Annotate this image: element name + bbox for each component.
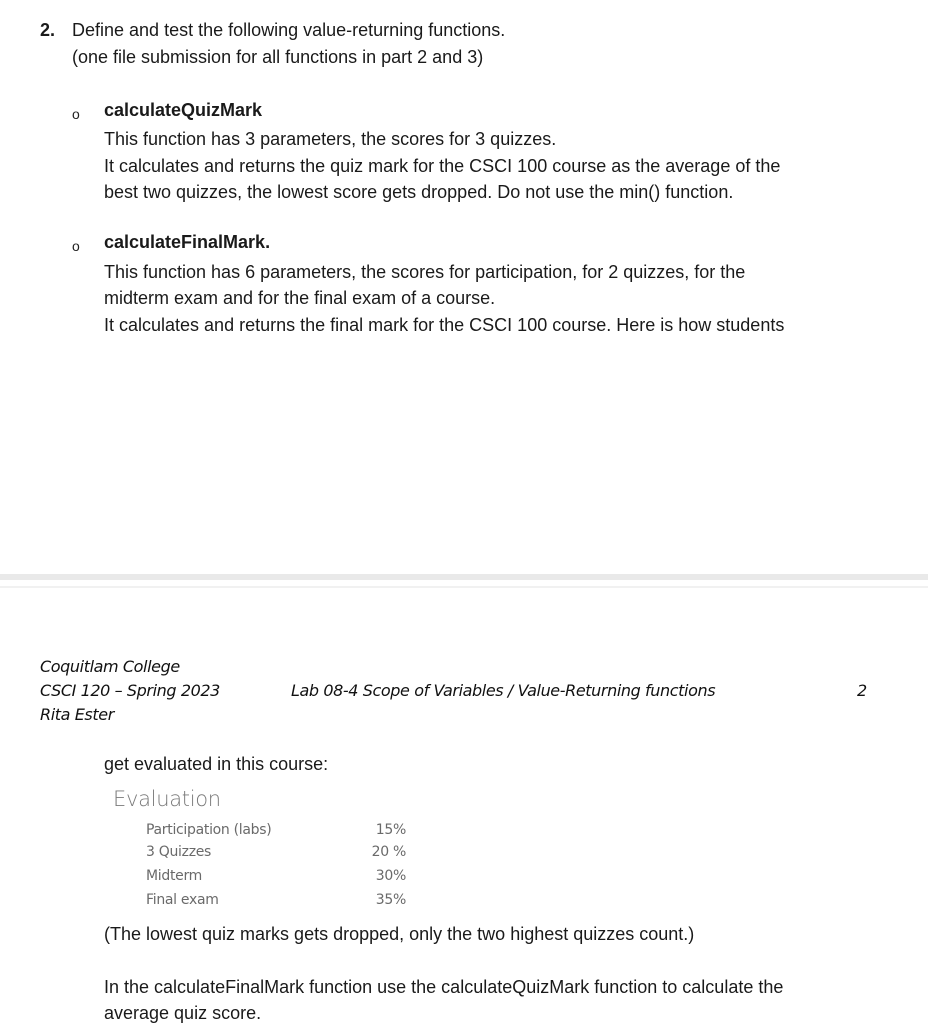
bullet-icon: o	[72, 106, 80, 122]
header-lab-title: Lab 08-4 Scope of Variables / Value-Returning functions	[291, 681, 716, 700]
page-break	[0, 574, 928, 580]
function-name-quiz: calculateQuizMark	[104, 100, 263, 120]
closing-line: average quiz score.	[104, 1003, 262, 1023]
function-desc-line: It calculates and returns the quiz mark for the CSCI 100 course as the average of the	[104, 156, 781, 176]
evaluation-value: 20 %	[371, 844, 406, 860]
evaluation-label: Participation (labs)	[146, 822, 272, 838]
question-number: 2.	[40, 20, 56, 40]
header-college: Coquitlam College	[40, 657, 180, 676]
function-desc-line: This function has 3 parameters, the scores for 3 quizzes.	[104, 129, 557, 149]
function-desc-line: It calculates and returns the final mark for the CSCI 100 course. Here is how students	[104, 315, 785, 335]
evaluation-title: Evaluation	[113, 787, 221, 811]
question-instruction: Define and test the following value-returning functions.	[72, 20, 506, 40]
evaluation-label: 3 Quizzes	[146, 844, 212, 860]
function-desc-line: best two quizzes, the lowest score gets dropped. Do not use the min() function.	[104, 182, 734, 202]
function-desc-line: midterm exam and for the final exam of a course.	[104, 288, 496, 308]
quiz-drop-note: (The lowest quiz marks gets dropped, only the two highest quizzes count.)	[104, 924, 695, 944]
page-break-shadow	[0, 586, 928, 588]
evaluation-label: Final exam	[146, 892, 219, 908]
header-course: CSCI 120 – Spring 2023	[40, 681, 220, 700]
bullet-icon: o	[72, 238, 80, 254]
function-name-final: calculateFinalMark.	[104, 232, 271, 252]
closing-line: In the calculateFinalMark function use the calculateQuizMark function to calculate the	[104, 977, 784, 997]
continuation-text: get evaluated in this course:	[104, 754, 329, 774]
evaluation-value: 15%	[375, 822, 406, 838]
header-instructor: Rita Ester	[40, 705, 114, 724]
evaluation-value: 35%	[375, 892, 406, 908]
evaluation-value: 30%	[375, 868, 406, 884]
evaluation-label: Midterm	[146, 868, 203, 884]
header-page-number: 2	[857, 681, 867, 700]
function-desc-line: This function has 6 parameters, the scores for participation, for 2 quizzes, for the	[104, 262, 746, 282]
question-note: (one file submission for all functions in part 2 and 3)	[72, 47, 484, 67]
